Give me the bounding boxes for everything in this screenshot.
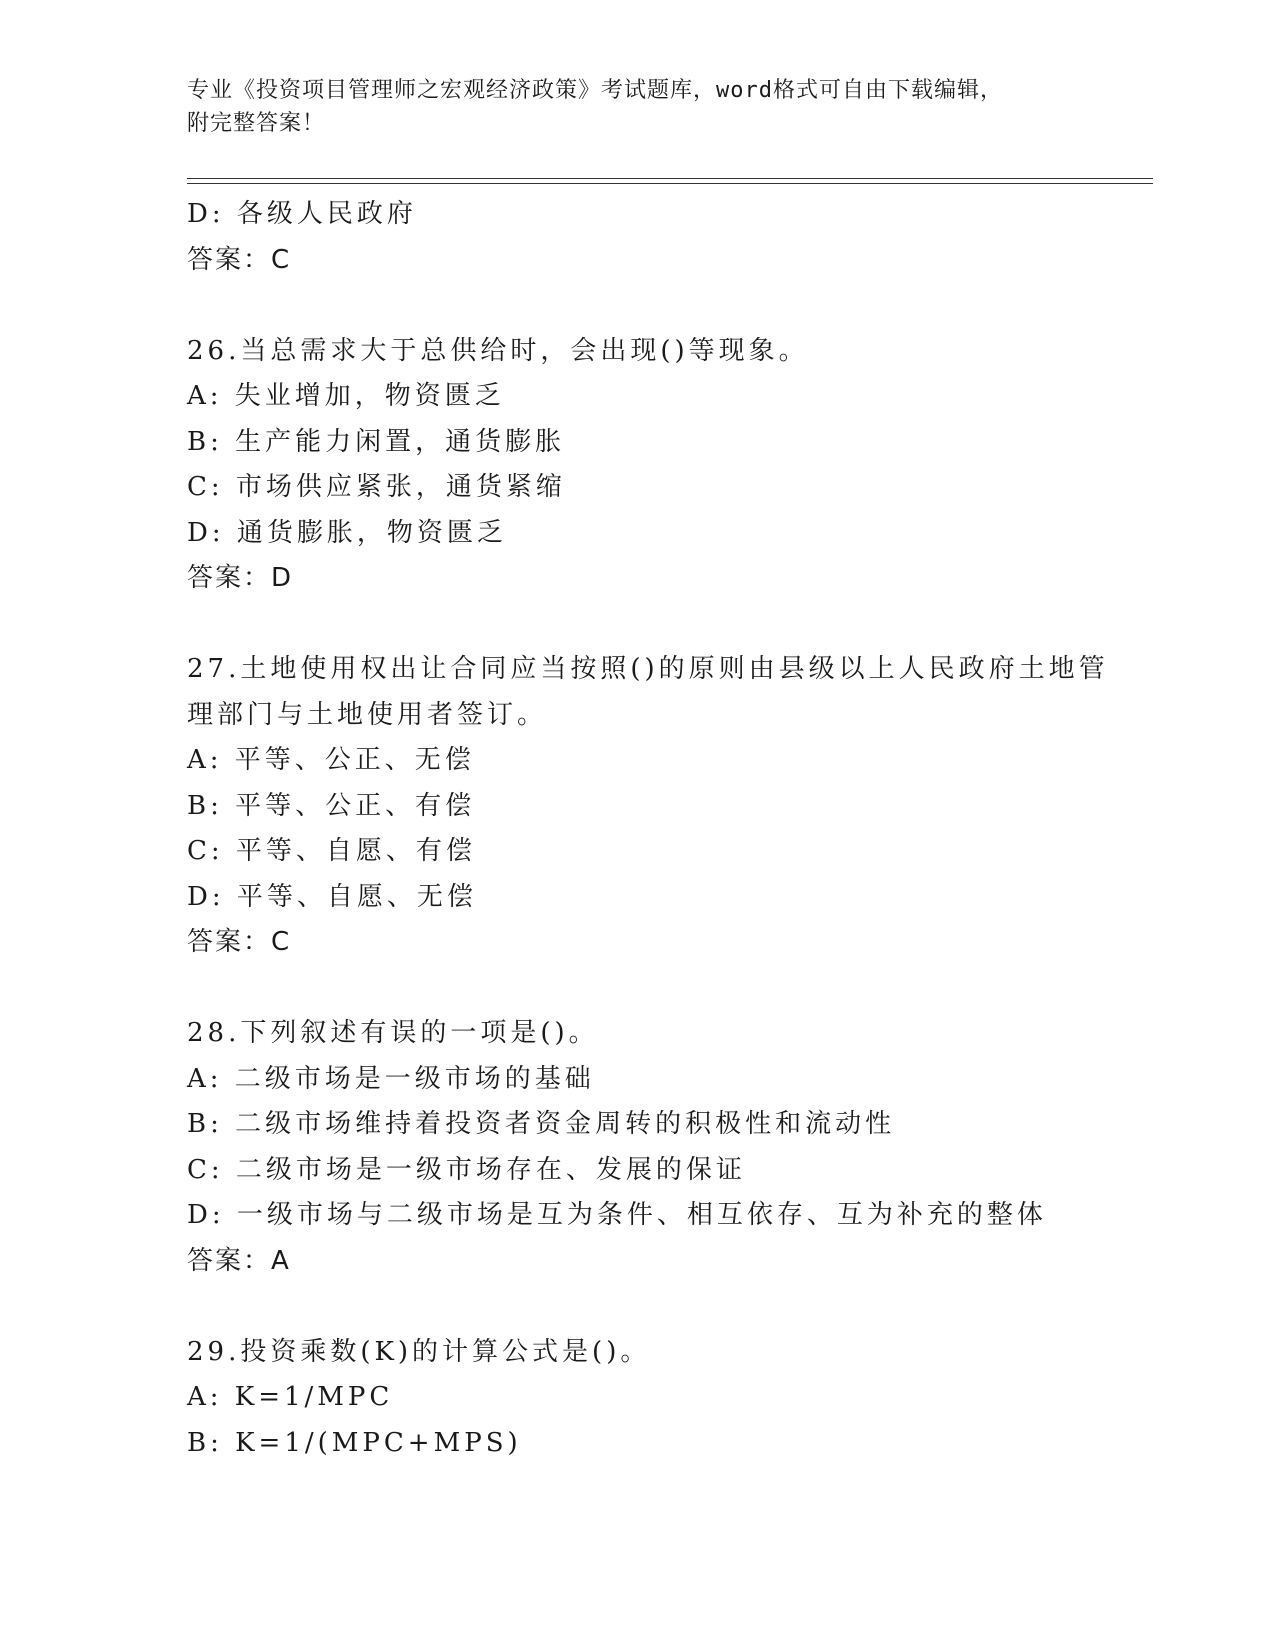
option-d: D: 一级市场与二级市场是互为条件、相互依存、互为补充的整体 [187, 1200, 1047, 1230]
question-stem: 26.当总需求大于总供给时，会出现()等现象。 [187, 335, 809, 366]
question-29 [187, 1330, 1147, 1467]
document-header [187, 74, 1067, 140]
question-stem: 28.下列叙述有误的一项是()。 [187, 1018, 599, 1048]
spacer [187, 1284, 1147, 1330]
header-divider-bottom [187, 183, 1153, 184]
option-a: A: 失业增加，物资匮乏 [187, 381, 505, 411]
option-a: A: 二级市场是一级市场的基础 [187, 1063, 595, 1094]
header-line-1: 专业《投资项目管理师之宏观经济政策》考试题库，word格式可自由下载编辑， [187, 78, 1003, 103]
question-list [187, 192, 1147, 1466]
question-stem: 29.投资乘数(K)的计算公式是()。 [187, 1336, 651, 1367]
option-c: C: 平等、自愿、有偿 [187, 836, 476, 866]
spacer [187, 966, 1147, 1012]
option-a: A: 平等、公正、无偿 [187, 745, 475, 775]
spacer [187, 602, 1147, 648]
option-d: D: 各级人民政府 [187, 199, 417, 229]
option-c: C: 市场供应紧张，通货紧缩 [187, 472, 566, 502]
header-divider-top [187, 178, 1153, 179]
question-stem: 27.土地使用权出让合同应当按照()的原则由县级以上人民政府土地管 [187, 654, 1109, 684]
question-27 [187, 647, 1147, 966]
answer-line: 答案：A [187, 1245, 291, 1276]
answer-line: 答案：C [187, 927, 292, 957]
option-b: B: 生产能力闲置，通货膨胀 [187, 426, 566, 457]
question-stem-continued: 理部门与土地使用者签订。 [187, 699, 548, 730]
option-c: C: 二级市场是一级市场存在、发展的保证 [187, 1154, 746, 1185]
option-b: B: 平等、公正、有偿 [187, 790, 476, 821]
header-line-2: 附完整答案！ [187, 111, 326, 136]
option-b: B: 二级市场维持着投资者资金周转的积极性和流动性 [187, 1109, 896, 1139]
answer-line: 答案：D [187, 563, 294, 593]
option-d: D: 平等、自愿、无偿 [187, 881, 477, 912]
question-28 [187, 1011, 1147, 1284]
option-d: D: 通货膨胀，物资匮乏 [187, 517, 507, 548]
option-b: B: K=1/(MPC+MPS) [187, 1427, 522, 1458]
answer-line: 答案：C [187, 244, 292, 275]
spacer [187, 283, 1147, 329]
option-a: A: K=1/MPC [187, 1382, 394, 1412]
question-26 [187, 329, 1147, 602]
